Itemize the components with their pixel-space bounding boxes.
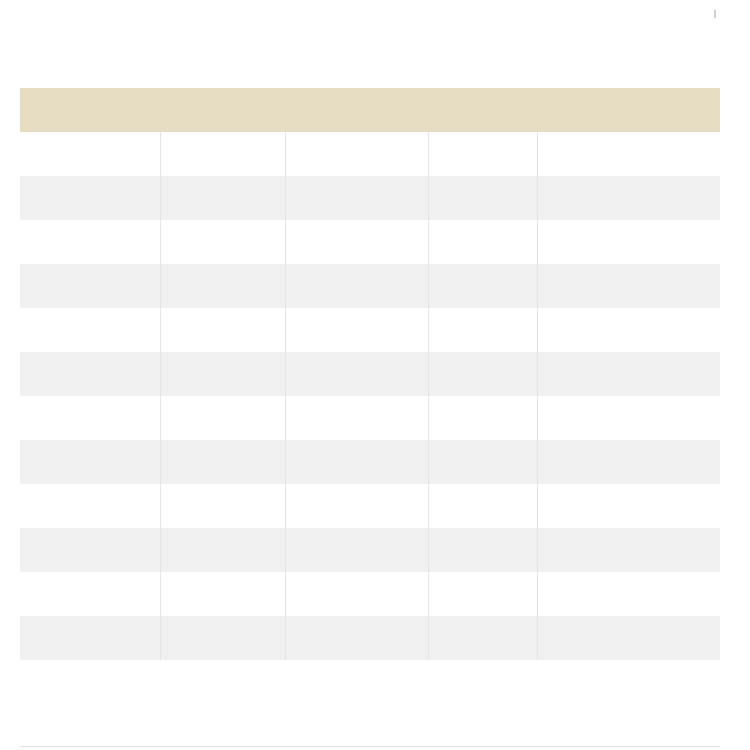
table-cell: [20, 440, 160, 484]
table-cell: [285, 308, 428, 352]
table-cell: [285, 616, 428, 660]
table-row: [20, 352, 720, 396]
table-body: [20, 132, 720, 660]
table-row: [20, 264, 720, 308]
bottom-divider: [20, 746, 720, 747]
table-cell: [428, 176, 537, 220]
table-cell: [20, 616, 160, 660]
table-cell: [537, 616, 720, 660]
table-cell: [428, 220, 537, 264]
table-cell: [537, 308, 720, 352]
table-cell: [20, 484, 160, 528]
column-header: [428, 88, 537, 132]
corner-mark: [714, 10, 716, 18]
table-row: [20, 308, 720, 352]
table-cell: [20, 528, 160, 572]
table-header-row: [20, 88, 720, 132]
table-row: [20, 616, 720, 660]
table-row: [20, 220, 720, 264]
table-cell: [537, 484, 720, 528]
table-row: [20, 484, 720, 528]
table-cell: [537, 440, 720, 484]
table-cell: [537, 176, 720, 220]
column-header: [537, 88, 720, 132]
table-cell: [428, 528, 537, 572]
table-cell: [20, 572, 160, 616]
table-cell: [20, 396, 160, 440]
table-row: [20, 572, 720, 616]
table-cell: [537, 264, 720, 308]
table-cell: [160, 572, 285, 616]
table-cell: [428, 396, 537, 440]
table-cell: [160, 132, 285, 176]
table-cell: [160, 308, 285, 352]
table-row: [20, 528, 720, 572]
column-header: [20, 88, 160, 132]
table-cell: [428, 132, 537, 176]
table-cell: [20, 220, 160, 264]
table-row: [20, 132, 720, 176]
data-table: [20, 88, 720, 660]
table-cell: [160, 616, 285, 660]
table-cell: [20, 132, 160, 176]
table-cell: [285, 352, 428, 396]
table-cell: [20, 176, 160, 220]
column-header: [285, 88, 428, 132]
table-cell: [428, 264, 537, 308]
table-cell: [285, 176, 428, 220]
table-cell: [428, 308, 537, 352]
table-cell: [537, 352, 720, 396]
table-cell: [285, 264, 428, 308]
table-cell: [428, 352, 537, 396]
table-cell: [285, 132, 428, 176]
table-cell: [285, 396, 428, 440]
table-cell: [537, 220, 720, 264]
table-cell: [160, 396, 285, 440]
table-cell: [160, 484, 285, 528]
table-cell: [160, 176, 285, 220]
table-cell: [20, 264, 160, 308]
table-cell: [285, 440, 428, 484]
table-cell: [160, 440, 285, 484]
table-cell: [537, 396, 720, 440]
table-cell: [20, 308, 160, 352]
table-cell: [160, 528, 285, 572]
table-cell: [537, 528, 720, 572]
table-cell: [285, 528, 428, 572]
data-table-container: [20, 88, 720, 660]
column-header: [160, 88, 285, 132]
table-cell: [285, 484, 428, 528]
table-cell: [160, 264, 285, 308]
table-cell: [160, 352, 285, 396]
table-cell: [428, 440, 537, 484]
table-cell: [20, 352, 160, 396]
table-cell: [285, 572, 428, 616]
table-cell: [160, 220, 285, 264]
table-cell: [428, 484, 537, 528]
table-row: [20, 176, 720, 220]
table-row: [20, 396, 720, 440]
table-cell: [428, 572, 537, 616]
table-cell: [428, 616, 537, 660]
table-row: [20, 440, 720, 484]
table-cell: [285, 220, 428, 264]
table-cell: [537, 132, 720, 176]
table-cell: [537, 572, 720, 616]
